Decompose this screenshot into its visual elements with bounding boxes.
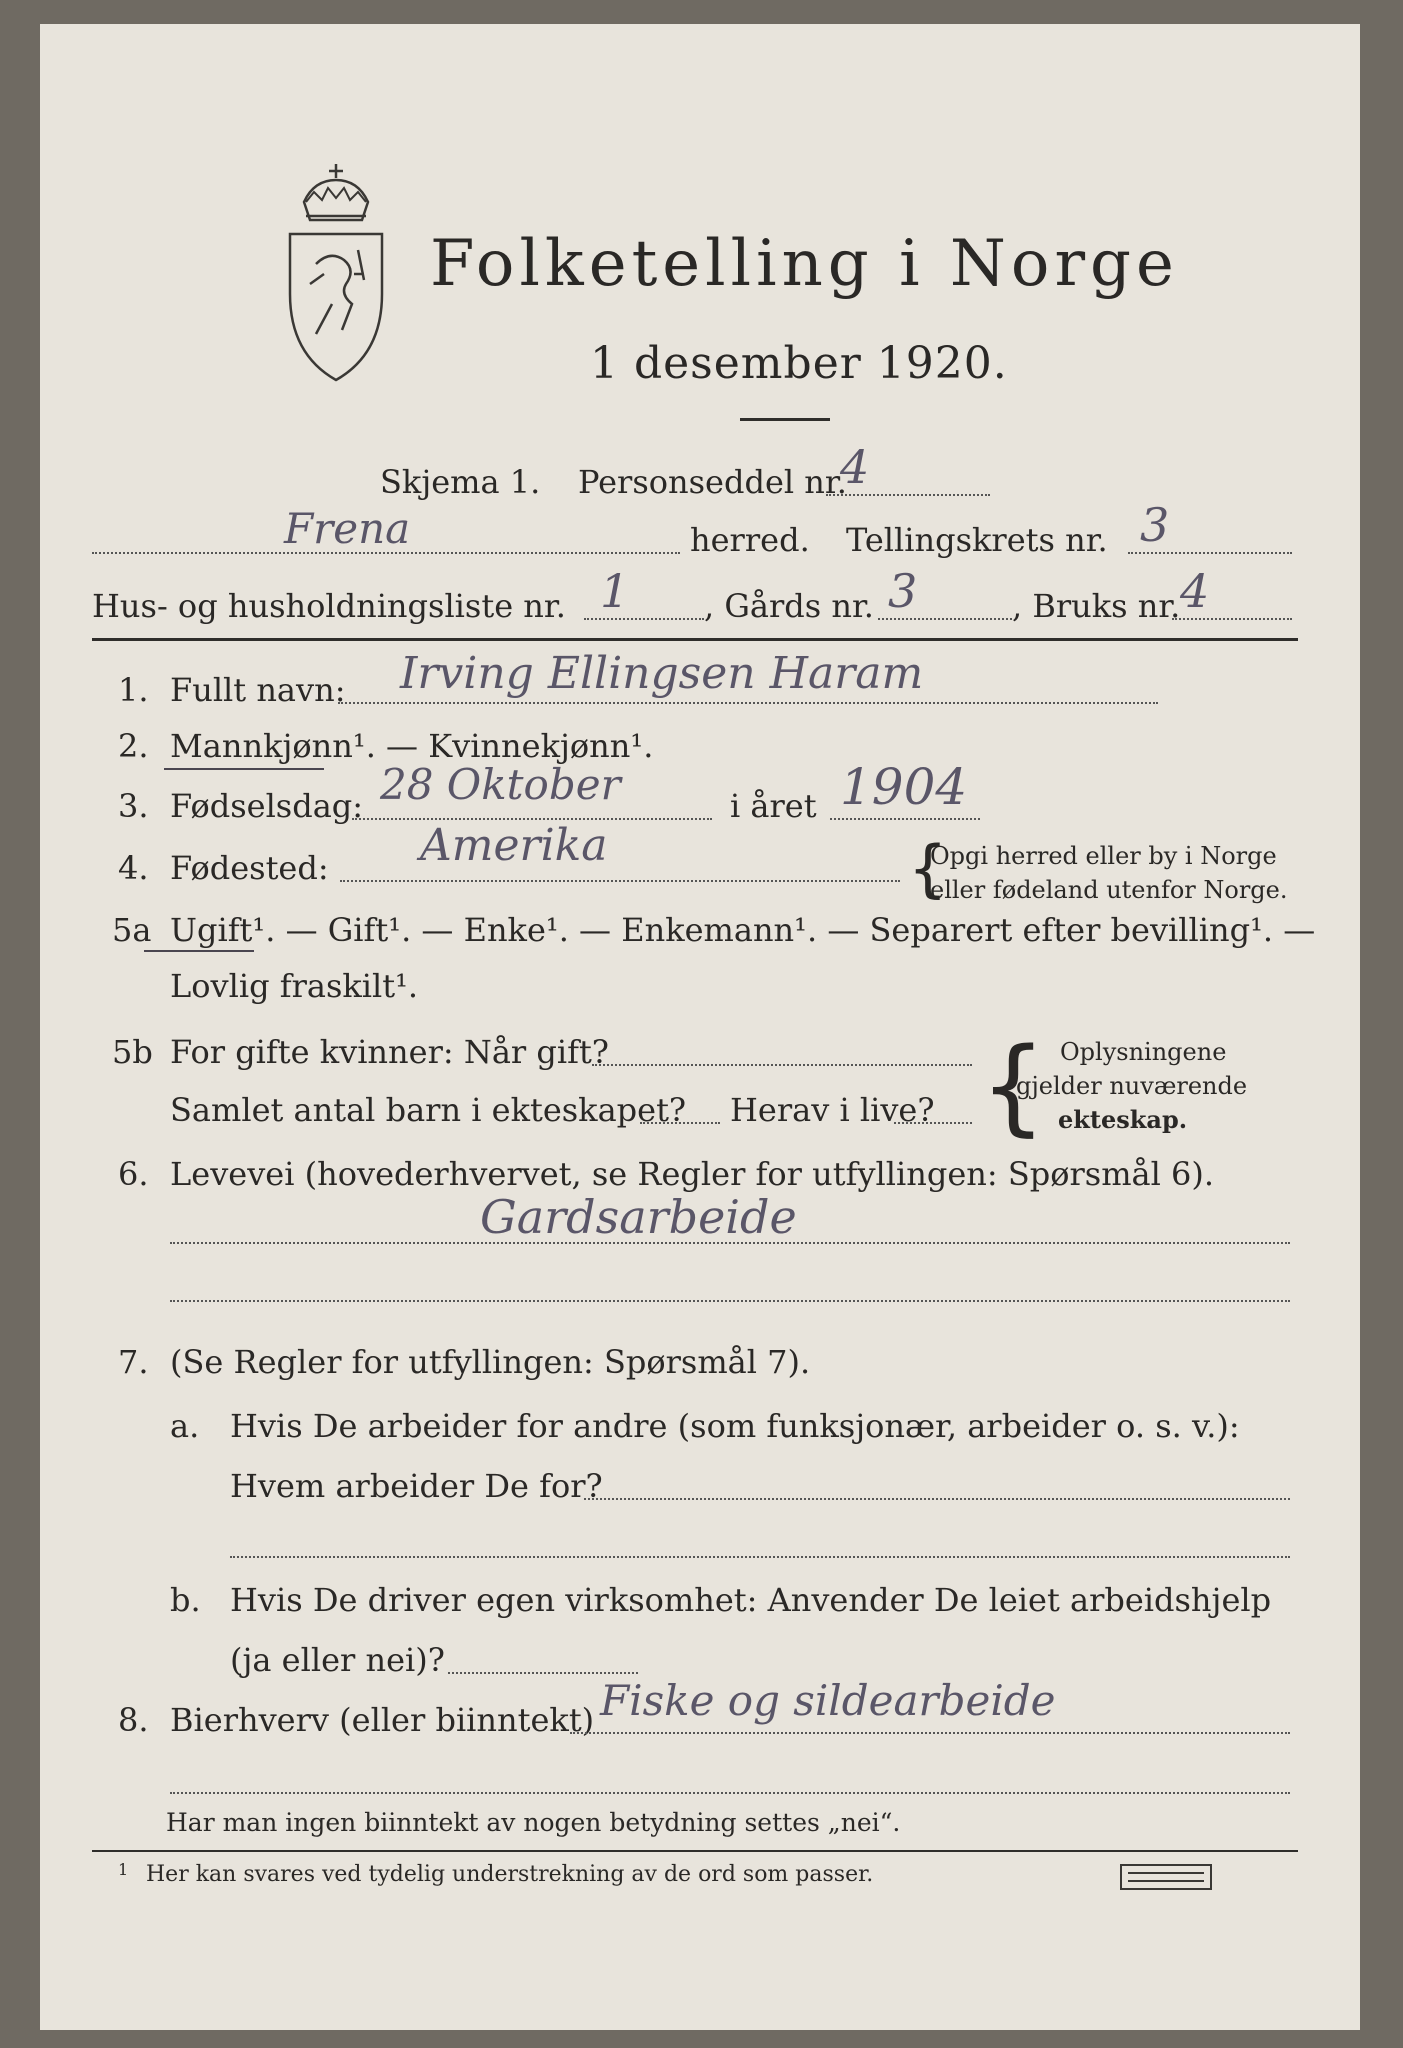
q5b-note-line3: ekteskap. [1058, 1105, 1188, 1134]
personseddel-line [826, 494, 990, 496]
norwegian-coat-of-arms-icon [276, 154, 396, 384]
tellingskrets-value: 3 [1140, 498, 1170, 552]
q5b-line2b: Herav i live? [730, 1091, 935, 1129]
census-date: 1 desember 1920. [590, 338, 1008, 389]
q1-value: Irving Ellingsen Haram [400, 648, 924, 699]
bruks-line [1172, 618, 1292, 620]
q4-value: Amerika [420, 820, 608, 871]
q5a-line1: Ugift¹. — Gift¹. — Enke¹. — Enkemann¹. — Separert efter bevilling¹. — [170, 911, 1316, 949]
q8-label: Bierhverv (eller biinntekt) [170, 1701, 595, 1739]
bruks-label: , Bruks nr. [1012, 587, 1181, 625]
husliste-line [584, 618, 704, 620]
q7a-line2-dots [584, 1498, 1290, 1500]
q5a-ugift-underline [144, 950, 254, 952]
herred-value: Frena [284, 504, 411, 553]
q5b-line1: For gifte kvinner: Når gift? [170, 1033, 609, 1071]
q3-year-line [830, 818, 980, 820]
q2-number: 2. [118, 727, 149, 765]
q5b-line2: Samlet antal barn i ekteskapet? [170, 1091, 687, 1129]
q7a-letter: a. [170, 1407, 200, 1445]
q3-year-value: 1904 [840, 758, 968, 816]
census-form [40, 24, 1360, 2030]
q4-note-brace: { [908, 832, 948, 905]
q5b-note-line1: Oplysningene [1060, 1038, 1227, 1066]
title-divider [740, 418, 830, 421]
q8-number: 8. [118, 1701, 149, 1739]
q7b-letter: b. [170, 1581, 201, 1619]
q4-label: Fødested: [170, 849, 329, 887]
q5a-line2: Lovlig fraskilt¹. [170, 967, 419, 1005]
q3-label: Fødselsdag: [170, 787, 364, 825]
form-title: Folketelling i Norge [430, 227, 1179, 301]
gards-line [878, 618, 1012, 620]
q3-year-label: i året [730, 787, 817, 825]
q8-value: Fiske og sildearbeide [600, 1676, 1056, 1725]
q6-number: 6. [118, 1155, 149, 1193]
personseddel-label: Personseddel nr. [578, 463, 847, 501]
q8-line1 [570, 1732, 1290, 1734]
q7b-line2-dots [448, 1672, 638, 1674]
q3-number: 3. [118, 787, 149, 825]
q2-mannkjonn-underline [164, 768, 324, 770]
q7b-line1: Hvis De driver egen virksomhet: Anvender De leiet arbeidshjelp [230, 1581, 1272, 1619]
q1-line [338, 702, 1158, 704]
q7a-line2: Hvem arbeider De for? [230, 1467, 603, 1505]
q7-number: 7. [118, 1343, 149, 1381]
gards-label: , Gårds nr. [704, 587, 874, 625]
q7b-line2: (ja eller nei)? [230, 1641, 445, 1679]
q5b-line2-dots [640, 1122, 720, 1124]
q5b-number: 5b [112, 1033, 153, 1071]
q1-label: Fullt navn: [170, 671, 346, 709]
q1-number: 1. [118, 671, 149, 709]
bruks-value: 4 [1180, 564, 1210, 618]
tellingskrets-line [1128, 552, 1292, 554]
q5b-note-brace: { [980, 1025, 1047, 1147]
husliste-value: 1 [600, 564, 630, 618]
gards-value: 3 [888, 564, 918, 618]
footer-note: Har man ingen biinntekt av nogen betydning settes „nei“. [166, 1808, 901, 1837]
q7a-line1: Hvis De arbeider for andre (som funksjonær, arbeider o. s. v.): [230, 1407, 1240, 1445]
q5b-note-line2: gjelder nuværende [1016, 1072, 1248, 1100]
q4-number: 4. [118, 849, 149, 887]
footnote-text: Her kan svares ved tydelig understrekning av de ord som passer. [146, 1862, 874, 1887]
header-divider [92, 638, 1298, 641]
q5b-line2b-dots [894, 1122, 972, 1124]
q5b-line1-dots [592, 1064, 972, 1066]
q4-note-line1: Opgi herred eller by i Norge [930, 842, 1277, 870]
herred-label: herred. [690, 521, 810, 559]
q5a-number: 5a [112, 911, 152, 949]
q8-line2 [170, 1792, 1290, 1794]
skjema-label: Skjema 1. [380, 463, 541, 501]
printer-stamp-icon [1120, 1864, 1212, 1890]
q6-value: Gardsarbeide [480, 1190, 797, 1244]
personseddel-value: 4 [840, 440, 870, 494]
q4-line [340, 880, 900, 882]
q7a-line3-dots [230, 1556, 1290, 1558]
q6-label: Levevei (hovederhvervet, se Regler for utfyllingen: Spørsmål 6). [170, 1155, 1215, 1193]
q3-value: 28 Oktober [380, 760, 621, 809]
footnote-mark: 1 [118, 1860, 129, 1879]
husliste-label: Hus- og husholdningsliste nr. [92, 587, 566, 625]
q7-label: (Se Regler for utfyllingen: Spørsmål 7). [170, 1343, 811, 1381]
q4-note-line2: eller fødeland utenfor Norge. [930, 876, 1288, 904]
q6-line2 [170, 1300, 1290, 1302]
tellingskrets-label: Tellingskrets nr. [846, 521, 1108, 559]
footer-divider [92, 1850, 1298, 1852]
q2-label: Mannkjønn¹. — Kvinnekjønn¹. [170, 727, 654, 765]
